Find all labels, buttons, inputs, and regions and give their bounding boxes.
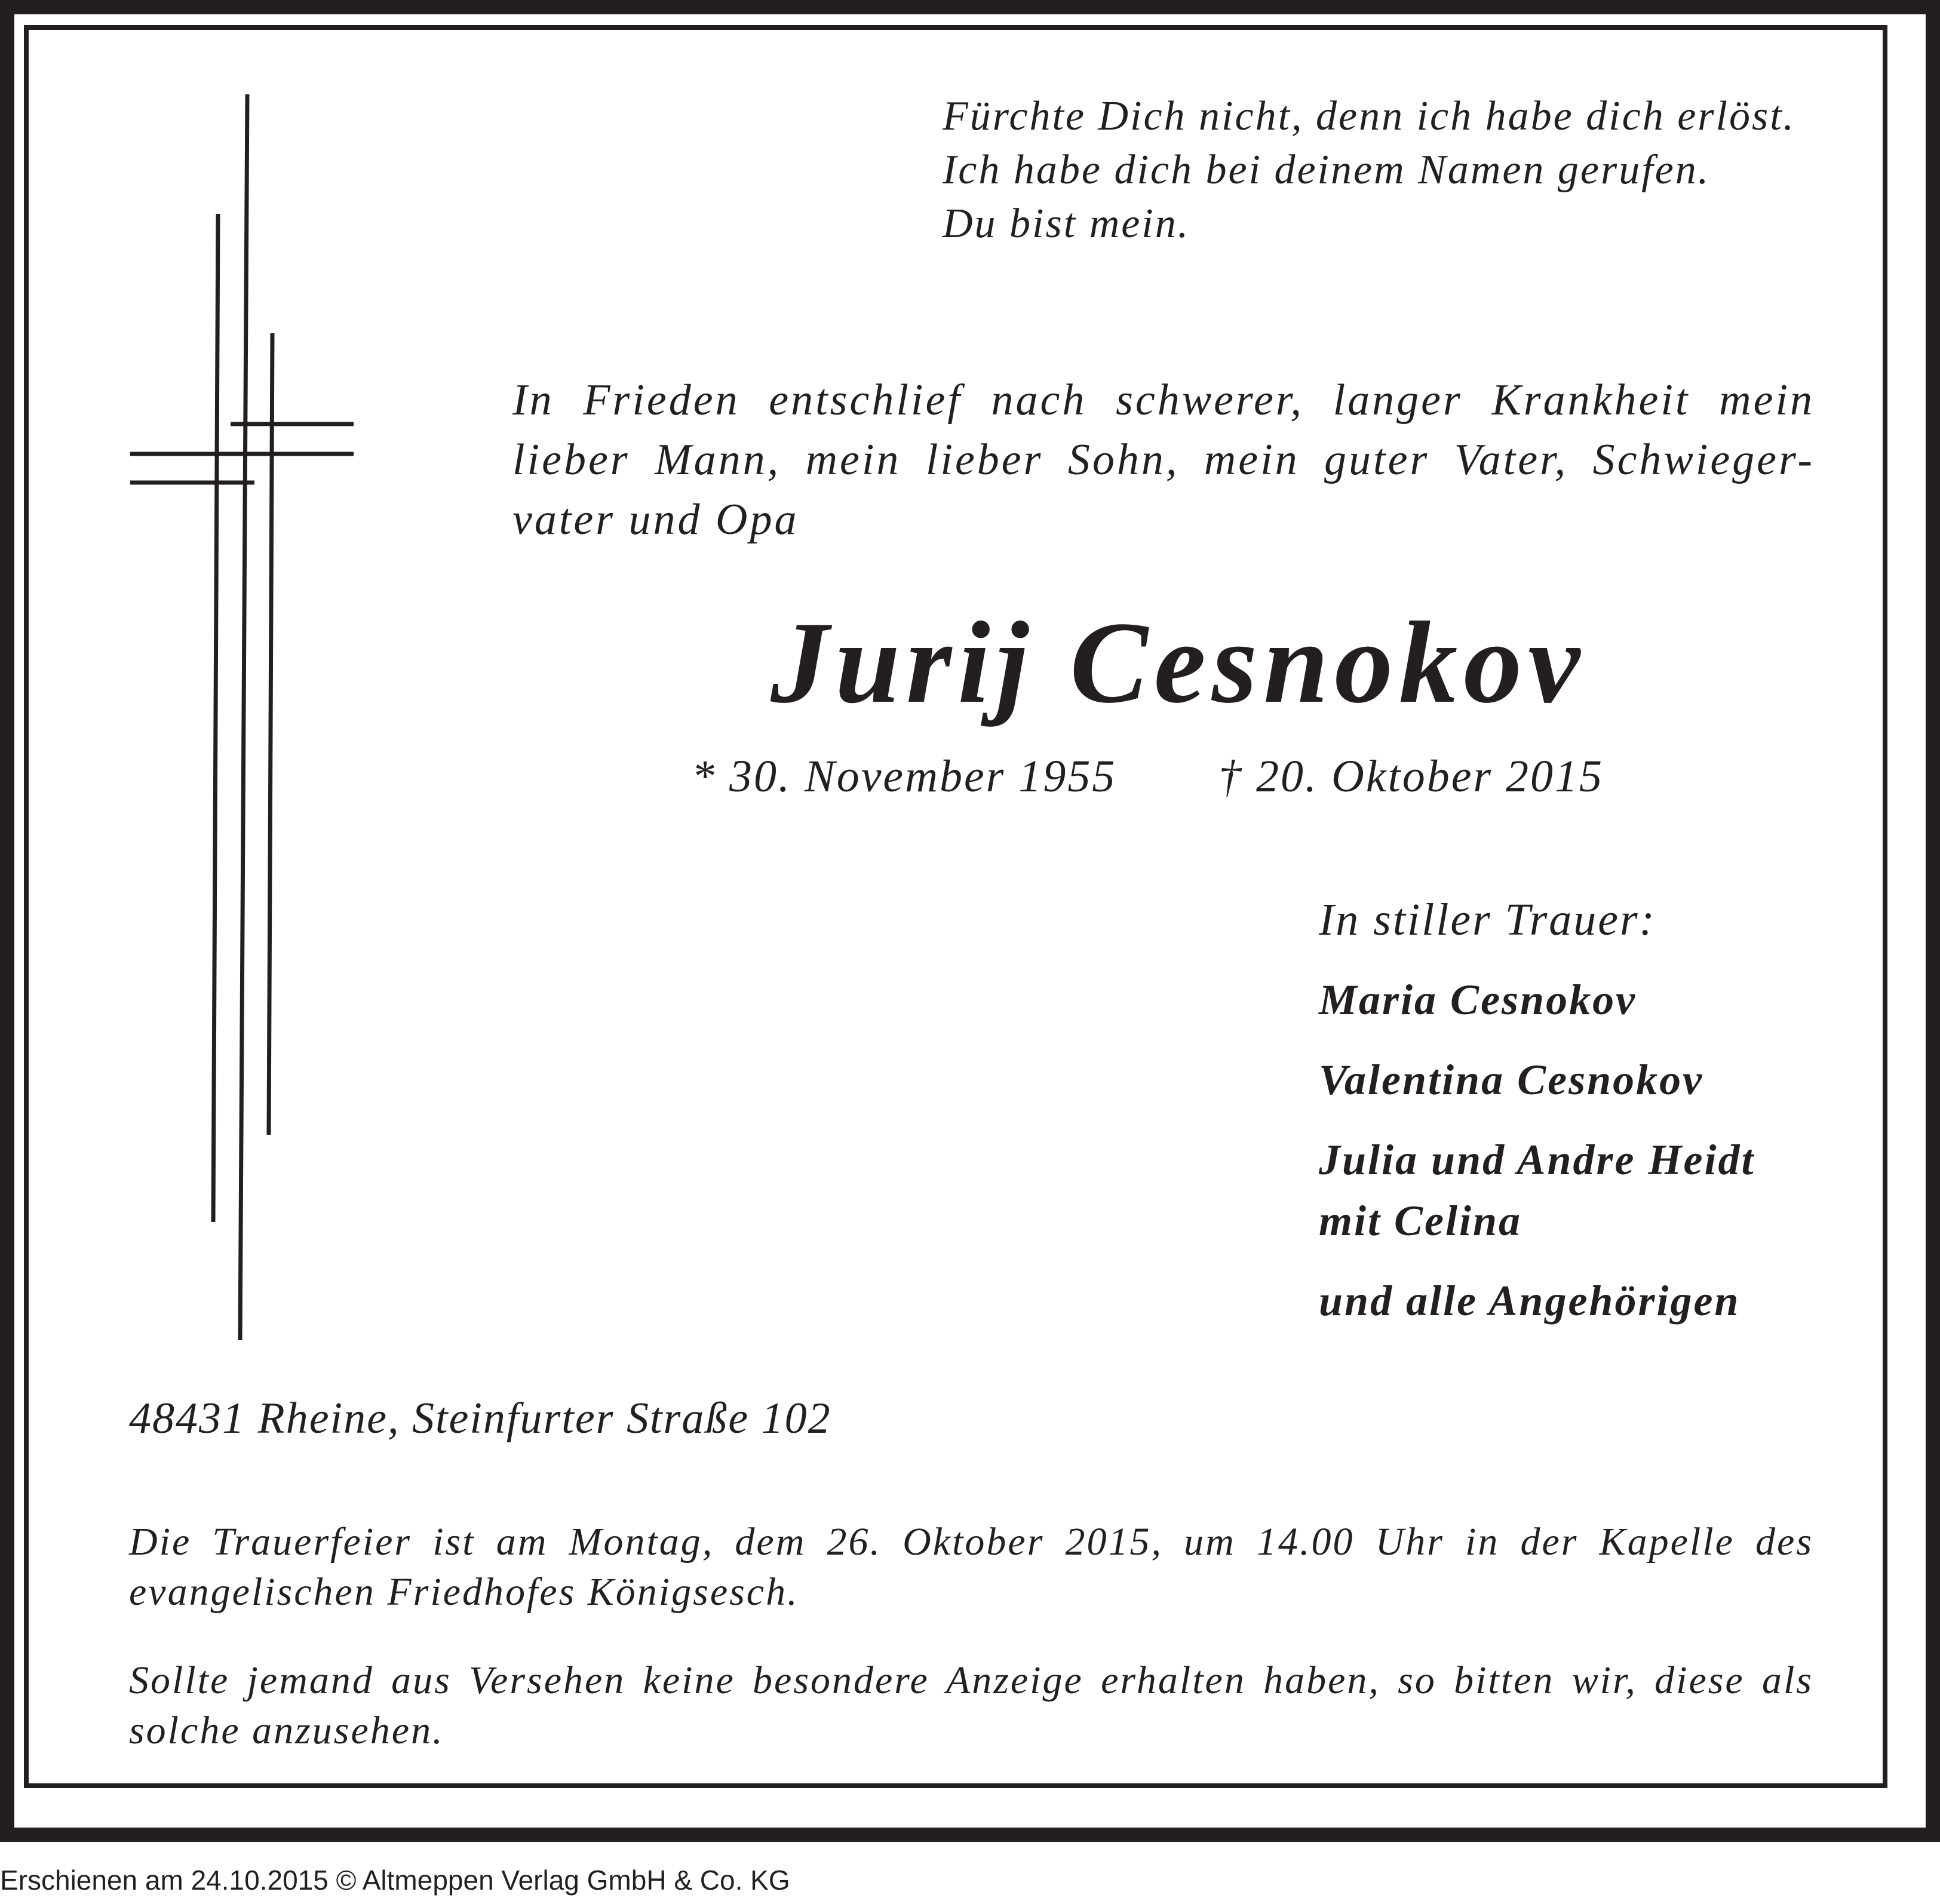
service-info xyxy=(129,1517,1813,1617)
notice-line: solche anzusehen. xyxy=(129,1709,444,1752)
mourner-name: Julia und Andre Heidt xyxy=(1319,1136,1755,1184)
intro-line: lieber Mann, mein lieber Sohn, mein guter Vater, Schwieger- xyxy=(512,435,1815,484)
intro-line: vater und Opa xyxy=(512,495,799,544)
bible-verse xyxy=(943,90,1795,251)
service-line: Die Trauerfeier ist am Montag, dem 26. Oktober 2015, um 14.00 Uhr in der Kapelle des xyxy=(129,1520,1813,1564)
death-date: † 20. Oktober 2015 xyxy=(1218,751,1604,801)
notice-line: Sollte jemand aus Versehen keine besondere Anzeige erhalten haben, so bitten wir, diese als xyxy=(129,1659,1813,1702)
mourner-name: Valentina Cesnokov xyxy=(1319,1056,1704,1104)
cross-vertical-long xyxy=(240,94,247,1340)
address: 48431 Rheine, Steinfurter Straße 102 xyxy=(129,1394,831,1443)
cross-vertical-left xyxy=(213,214,218,1222)
service-line: evangelischen Friedhofes Königsesch. xyxy=(129,1570,799,1614)
mourner-name: Maria Cesnokov xyxy=(1319,976,1637,1024)
intro-line: In Frieden entschlief nach schwerer, langer Krankheit mein xyxy=(512,376,1815,425)
intro-text xyxy=(512,370,1815,549)
verse-line: Fürchte Dich nicht, denn ich habe dich erlöst. xyxy=(943,93,1796,139)
verse-line: Du bist mein. xyxy=(943,201,1190,247)
deceased-name: Jurij Cesnokov xyxy=(771,598,1586,727)
cross-icon xyxy=(0,0,418,1374)
verse-line: Ich habe dich bei deinem Namen gerufen. xyxy=(943,147,1711,193)
publication-footer: Erschienen am 24.10.2015 © Altmeppen Verlag GmbH & Co. KG xyxy=(0,1865,790,1896)
notice-text xyxy=(129,1656,1813,1756)
mourner-name: mit Celina xyxy=(1319,1197,1522,1245)
mourner-name: und alle Angehörigen xyxy=(1319,1277,1741,1325)
mourning-heading: In stiller Trauer: xyxy=(1319,895,1656,945)
birth-date: * 30. November 1955 xyxy=(692,751,1117,801)
